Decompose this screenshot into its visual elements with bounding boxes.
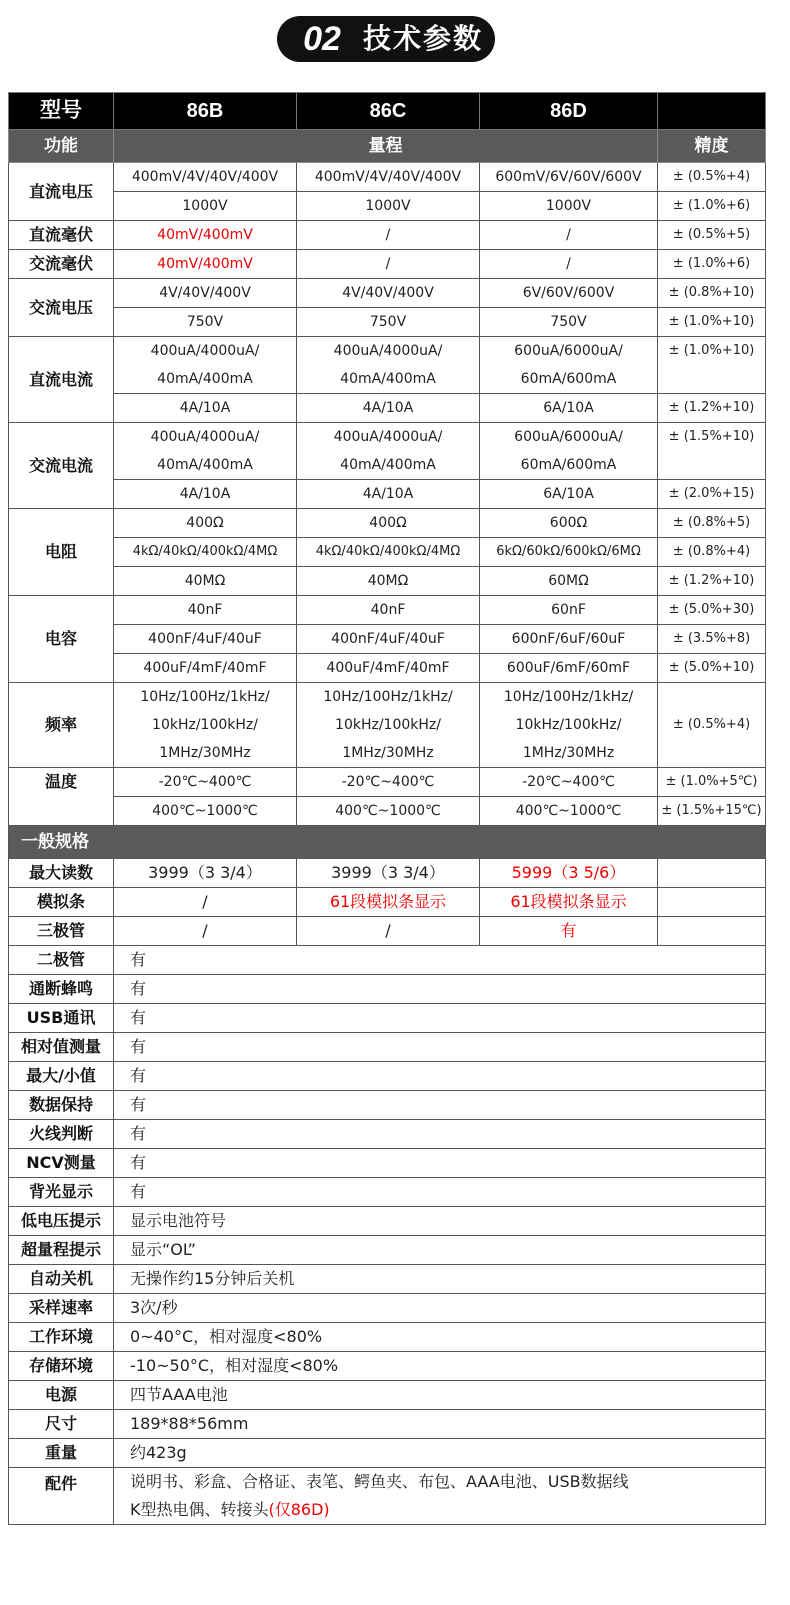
range-cell: 4A/10A: [114, 480, 297, 509]
spec-name: 电源: [9, 1381, 114, 1410]
table-row: [9, 1294, 766, 1323]
table-row: [9, 163, 766, 192]
range-cell: 400uA/4000uA/: [114, 423, 297, 452]
function-name: 交流毫伏: [9, 250, 114, 279]
accuracy-cell: ± (0.5%+4): [658, 683, 766, 768]
accuracy-cell: ± (1.0%+5℃): [658, 768, 766, 797]
range-cell: 400nF/4uF/40uF: [114, 625, 297, 654]
general-title: 一般规格: [9, 826, 766, 859]
range-cell: /: [480, 221, 658, 250]
spec-value: 3999（3 3/4）: [114, 859, 297, 888]
range-cell: 4kΩ/40kΩ/400kΩ/4MΩ: [297, 538, 480, 567]
table-row: [9, 1178, 766, 1207]
function-name: 交流电流: [9, 423, 114, 509]
table-row: [9, 538, 766, 567]
model-label: 型号: [9, 93, 114, 130]
spec-table: [8, 92, 766, 1525]
accuracy-cell: ± (1.0%+10): [658, 308, 766, 337]
function-name: 交流电压: [9, 279, 114, 337]
function-name: 温度: [9, 768, 114, 826]
function-name: 电容: [9, 596, 114, 683]
spec-name: 超量程提示: [9, 1236, 114, 1265]
function-name: 频率: [9, 683, 114, 768]
spec-value: /: [114, 917, 297, 946]
range-cell: 400℃~1000℃: [297, 797, 480, 826]
spec-value: 显示电池符号: [114, 1207, 766, 1236]
table-row: [9, 567, 766, 596]
range-cell: 1000V: [480, 192, 658, 221]
spec-value: 无操作约15分钟后关机: [114, 1265, 766, 1294]
spec-name: NCV测量: [9, 1149, 114, 1178]
range-cell: 4V/40V/400V: [297, 279, 480, 308]
range-cell: 10Hz/100Hz/1kHz/: [297, 683, 480, 712]
range-cell: 40MΩ: [114, 567, 297, 596]
accuracy-cell: ± (0.5%+4): [658, 163, 766, 192]
spec-value: 61段模拟条显示: [297, 888, 480, 917]
accuracy-cell: ± (1.0%+6): [658, 250, 766, 279]
general-items: [9, 946, 766, 1468]
spec-value: 有: [114, 1091, 766, 1120]
range-cell: 400Ω: [297, 509, 480, 538]
range-cell: 600nF/6uF/60uF: [480, 625, 658, 654]
spec-value: 有: [114, 1062, 766, 1091]
table-row: [9, 1439, 766, 1468]
table-row: [9, 797, 766, 826]
table-row: [9, 221, 766, 250]
general-header-row: [9, 826, 766, 859]
table-row: [9, 739, 766, 768]
spec-name: 通断蜂鸣: [9, 975, 114, 1004]
table-row: [9, 423, 766, 452]
range-cell: 4A/10A: [114, 394, 297, 423]
range-cell: 10Hz/100Hz/1kHz/: [480, 683, 658, 712]
table-row: [9, 1496, 766, 1525]
accessories-86d-note: (仅86D): [268, 1500, 330, 1519]
spec-name: 模拟条: [9, 888, 114, 917]
spec-value: 有: [114, 1178, 766, 1207]
spec-value: -10~50°C，相对湿度<80%: [114, 1352, 766, 1381]
table-row: [9, 480, 766, 509]
model-86b: 86B: [114, 93, 297, 130]
table-row: [9, 1323, 766, 1352]
range-cell: 40mA/400mA: [114, 365, 297, 394]
table-row: [9, 1091, 766, 1120]
accuracy-cell: ± (5.0%+30): [658, 596, 766, 625]
range-cell: 1MHz/30MHz: [480, 739, 658, 768]
range-cell: 10Hz/100Hz/1kHz/: [114, 683, 297, 712]
range-cell: 600uA/6000uA/: [480, 423, 658, 452]
spec-name: 火线判断: [9, 1120, 114, 1149]
section-badge: [277, 16, 495, 62]
range-cell: 4A/10A: [297, 480, 480, 509]
spec-name: 背光显示: [9, 1178, 114, 1207]
accuracy-cell: ± (1.5%+15℃): [658, 797, 766, 826]
spec-value: 有: [114, 1004, 766, 1033]
range-cell: 400uF/4mF/40mF: [297, 654, 480, 683]
spec-name: 尺寸: [9, 1410, 114, 1439]
range-label: 量程: [114, 130, 658, 163]
range-cell: 600uA/6000uA/: [480, 337, 658, 366]
table-row: [9, 768, 766, 797]
table-row: [9, 365, 766, 394]
table-row: [9, 1468, 766, 1497]
range-cell: -20℃~400℃: [114, 768, 297, 797]
range-cell: 400mV/4V/40V/400V: [114, 163, 297, 192]
spec-value: 约423g: [114, 1439, 766, 1468]
spec-value: 有: [114, 1149, 766, 1178]
table-row: [9, 975, 766, 1004]
range-cell: 10kHz/100kHz/: [480, 711, 658, 739]
range-cell: 600mV/6V/60V/600V: [480, 163, 658, 192]
table-row: [9, 1120, 766, 1149]
spec-name: 相对值测量: [9, 1033, 114, 1062]
table-row: [9, 1352, 766, 1381]
table-row: [9, 509, 766, 538]
range-cell: 10kHz/100kHz/: [114, 711, 297, 739]
table-row: [9, 1207, 766, 1236]
section-title: 技术参数: [363, 22, 484, 55]
range-cell: 60mA/600mA: [480, 365, 658, 394]
range-cell: 4kΩ/40kΩ/400kΩ/4MΩ: [114, 538, 297, 567]
table-row: [9, 625, 766, 654]
table-row: [9, 1062, 766, 1091]
range-cell: /: [480, 250, 658, 279]
accuracy-cell: ± (1.0%+10): [658, 337, 766, 394]
spec-name: 自动关机: [9, 1265, 114, 1294]
function-header-row: [9, 130, 766, 163]
table-row: [9, 394, 766, 423]
table-row: [9, 192, 766, 221]
spec-name: 三极管: [9, 917, 114, 946]
table-row: [9, 1004, 766, 1033]
range-cell: 400℃~1000℃: [114, 797, 297, 826]
range-cell: 750V: [480, 308, 658, 337]
spec-name: 存储环境: [9, 1352, 114, 1381]
empty-cell: [658, 888, 766, 917]
function-label: 功能: [9, 130, 114, 163]
model-86c: 86C: [297, 93, 480, 130]
range-cell: 40mV/400mV: [114, 221, 297, 250]
spec-value: 3次/秒: [114, 1294, 766, 1323]
accuracy-cell: ± (3.5%+8): [658, 625, 766, 654]
accessories-line-2-text: K型热电偶、转接头: [130, 1500, 269, 1519]
spec-value: 5999（3 5/6）: [480, 859, 658, 888]
range-cell: 400uA/4000uA/: [297, 337, 480, 366]
range-cell: 10kHz/100kHz/: [297, 711, 480, 739]
spec-value: 61段模拟条显示: [480, 888, 658, 917]
accuracy-cell: ± (1.2%+10): [658, 394, 766, 423]
table-row: [9, 1149, 766, 1178]
table-row: [9, 279, 766, 308]
spec-name: 最大/小值: [9, 1062, 114, 1091]
table-row: [9, 337, 766, 366]
table-row: [9, 917, 766, 946]
range-cell: 400mV/4V/40V/400V: [297, 163, 480, 192]
accuracy-cell: ± (0.8%+5): [658, 509, 766, 538]
range-cell: 40mA/400mA: [297, 451, 480, 480]
range-cell: 40MΩ: [297, 567, 480, 596]
table-row: [9, 946, 766, 975]
spec-name: 采样速率: [9, 1294, 114, 1323]
accuracy-cell: ± (0.8%+10): [658, 279, 766, 308]
range-cell: 40nF: [114, 596, 297, 625]
range-cell: 400Ω: [114, 509, 297, 538]
range-cell: 750V: [297, 308, 480, 337]
spec-value: 有: [114, 1120, 766, 1149]
range-cell: /: [297, 250, 480, 279]
function-name: 直流电压: [9, 163, 114, 221]
range-cell: 750V: [114, 308, 297, 337]
accuracy-cell: ± (0.8%+4): [658, 538, 766, 567]
table-row: [9, 1381, 766, 1410]
spec-name: 重量: [9, 1439, 114, 1468]
range-cell: 6V/60V/600V: [480, 279, 658, 308]
model-86d: 86D: [480, 93, 658, 130]
function-name: 电阻: [9, 509, 114, 596]
table-row: [9, 654, 766, 683]
spec-value: 四节AAA电池: [114, 1381, 766, 1410]
model-header-row: [9, 93, 766, 130]
range-cell: 4V/40V/400V: [114, 279, 297, 308]
spec-name: 低电压提示: [9, 1207, 114, 1236]
spec-name: 数据保持: [9, 1091, 114, 1120]
table-row: [9, 711, 766, 739]
spec-value: 有: [480, 917, 658, 946]
accessories-line-2: [114, 1496, 766, 1525]
table-row: [9, 1265, 766, 1294]
accuracy-cell: ± (5.0%+10): [658, 654, 766, 683]
spec-value: 0~40°C，相对湿度<80%: [114, 1323, 766, 1352]
range-cell: -20℃~400℃: [297, 768, 480, 797]
range-cell: 1MHz/30MHz: [114, 739, 297, 768]
range-cell: 1MHz/30MHz: [297, 739, 480, 768]
range-cell: 1000V: [114, 192, 297, 221]
table-row: [9, 683, 766, 712]
range-cell: 60MΩ: [480, 567, 658, 596]
spec-value: /: [114, 888, 297, 917]
range-cell: 400nF/4uF/40uF: [297, 625, 480, 654]
table-row: [9, 451, 766, 480]
range-cell: 40nF: [297, 596, 480, 625]
spec-name: 工作环境: [9, 1323, 114, 1352]
spec-value: 3999（3 3/4）: [297, 859, 480, 888]
spec-value: /: [297, 917, 480, 946]
spec-value: 有: [114, 975, 766, 1004]
table-row: [9, 308, 766, 337]
table-row: [9, 888, 766, 917]
spec-name: USB通讯: [9, 1004, 114, 1033]
range-cell: 1000V: [297, 192, 480, 221]
function-name: 直流电流: [9, 337, 114, 423]
accuracy-cell: ± (1.2%+10): [658, 567, 766, 596]
empty-cell: [658, 917, 766, 946]
range-cell: /: [297, 221, 480, 250]
range-cell: 400℃~1000℃: [480, 797, 658, 826]
range-cell: 400uF/4mF/40mF: [114, 654, 297, 683]
accuracy-cell: ± (2.0%+15): [658, 480, 766, 509]
table-row: [9, 250, 766, 279]
range-cell: 6A/10A: [480, 480, 658, 509]
spec-value: 有: [114, 1033, 766, 1062]
range-cell: 60nF: [480, 596, 658, 625]
range-cell: 40mV/400mV: [114, 250, 297, 279]
range-cell: 400uA/4000uA/: [114, 337, 297, 366]
range-cell: 600Ω: [480, 509, 658, 538]
spec-value: 189*88*56mm: [114, 1410, 766, 1439]
function-name: 直流毫伏: [9, 221, 114, 250]
table-row: [9, 1236, 766, 1265]
empty-cell: [658, 859, 766, 888]
table-row: [9, 859, 766, 888]
accuracy-cell: ± (1.0%+6): [658, 192, 766, 221]
range-cell: 6A/10A: [480, 394, 658, 423]
range-cell: 6kΩ/60kΩ/600kΩ/6MΩ: [480, 538, 658, 567]
accuracy-label: 精度: [658, 130, 766, 163]
spec-name: 二极管: [9, 946, 114, 975]
accuracy-cell: ± (0.5%+5): [658, 221, 766, 250]
range-cell: 60mA/600mA: [480, 451, 658, 480]
header-blank: [658, 93, 766, 130]
table-row: [9, 1033, 766, 1062]
range-cell: 40mA/400mA: [114, 451, 297, 480]
range-cell: 4A/10A: [297, 394, 480, 423]
spec-value: 显示“OL”: [114, 1236, 766, 1265]
table-row: [9, 596, 766, 625]
accuracy-cell: ± (1.5%+10): [658, 423, 766, 480]
range-cell: -20℃~400℃: [480, 768, 658, 797]
accessories-line-1: 说明书、彩盒、合格证、表笔、鳄鱼夹、布包、AAA电池、USB数据线: [114, 1468, 766, 1497]
spec-name: 最大读数: [9, 859, 114, 888]
range-cell: 600uF/6mF/60mF: [480, 654, 658, 683]
range-cell: 40mA/400mA: [297, 365, 480, 394]
spec-value: 有: [114, 946, 766, 975]
table-row: [9, 1410, 766, 1439]
range-cell: 400uA/4000uA/: [297, 423, 480, 452]
section-number: 02: [303, 20, 341, 58]
spec-name: 配件: [9, 1468, 114, 1525]
